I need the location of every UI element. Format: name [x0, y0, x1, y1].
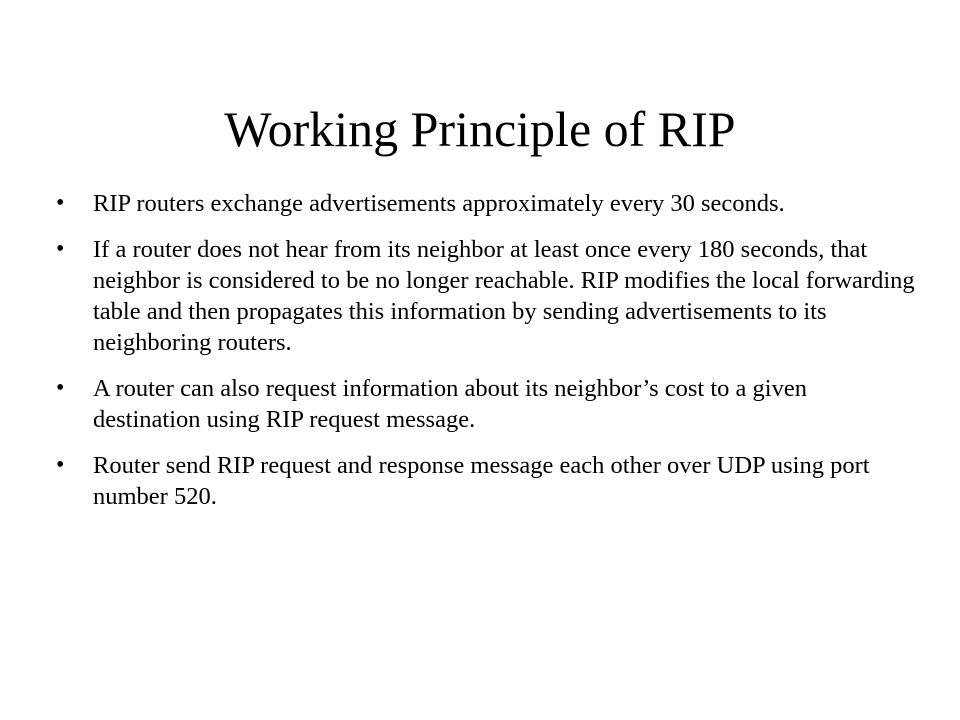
bullet-text: RIP routers exchange advertisements approximately every 30 seconds. [93, 190, 785, 217]
bullet-item [56, 373, 916, 435]
bullet-dot-icon: • [56, 190, 65, 216]
bullet-text: Router send RIP request and response message each other over UDP using port number 520. [93, 452, 870, 510]
slide-title: Working Principle of RIP [224, 101, 736, 157]
bullet-list [56, 188, 916, 527]
bullet-item [56, 450, 916, 512]
bullet-item [56, 234, 916, 358]
bullet-text: A router can also request information about its neighbor’s cost to a given destination using RIP request message. [93, 375, 807, 433]
bullet-dot-icon: • [56, 375, 65, 401]
bullet-text: If a router does not hear from its neighbor at least once every 180 seconds, that neighbor is considered to be no longer reachable. RIP modifies the local forwarding table and then propagates this information by sending advertisements to its neighboring routers. [93, 236, 915, 356]
bullet-dot-icon: • [56, 452, 65, 478]
bullet-dot-icon: • [56, 236, 65, 262]
bullet-item [56, 188, 916, 219]
